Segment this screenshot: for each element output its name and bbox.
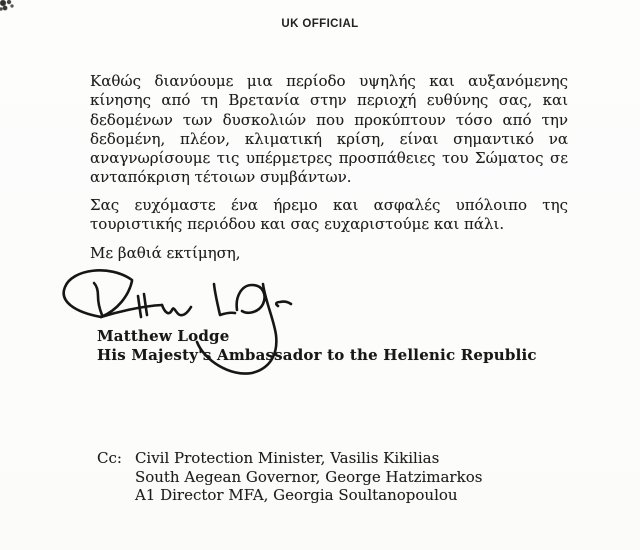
letter-body [90, 72, 568, 242]
signatory-title: His Majesty's Ambassador to the Hellenic Republic [97, 345, 537, 364]
cc-block [97, 449, 482, 505]
scan-smudge-artifact [0, 0, 18, 13]
cc-recipient: South Aegean Governor, George Hatzimarkos [134, 467, 483, 486]
signature-handwritten [52, 260, 297, 385]
cc-recipient: Civil Protection Minister, Vasilis Kikilias [134, 449, 440, 467]
classification-header: UK OFFICIAL [281, 18, 359, 30]
paragraph: Καθώς διανύουμε μια περίοδο υψηλής και αυξανόμενης κίνησης από τη Βρετανία στην περιοχή ευθύνης σας, και δεδομένων των δυσκολιών που προκύπτουν τόσο από την δεδομένη, πλέον, κλιματική κρίση, είναι σημαντικό να αναγνωρίσουμε τις υπέρμετρες προσπάθειες του Σώματος σε ανταπόκριση τέτοιων συμβάντων. [90, 72, 568, 187]
valediction: Με βαθιά εκτίμηση, [90, 244, 241, 262]
signatory-name: Matthew Lodge [97, 327, 230, 345]
paragraph: Σας ευχόμαστε ένα ήρεμο και ασφαλές υπόλοιπο της τουριστικής περιόδου και σας ευχαριστούμε και πάλι. [90, 195, 568, 234]
signature-block [97, 327, 537, 364]
cc-recipient-list [135, 449, 482, 505]
cc-label: Cc: [97, 449, 122, 467]
cc-recipient: A1 Director MFA, Georgia Soultanopoulou [134, 486, 458, 504]
